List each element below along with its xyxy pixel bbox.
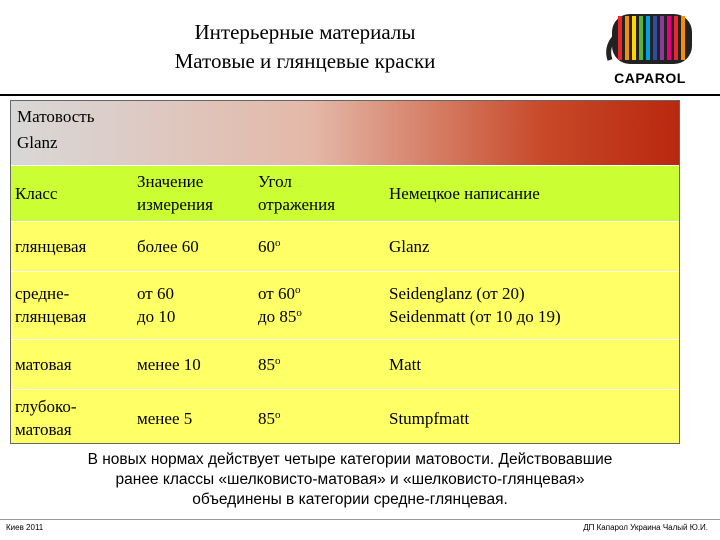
cell-angle-value: от 60 [258, 284, 295, 303]
header-value-line2: измерения [137, 195, 213, 214]
note-line-2: ранее классы «шелковисто-матовая» и «шелковисто-глянцевая» [115, 471, 585, 488]
degree-mark: o [275, 409, 281, 421]
band-label-ru: Матовость [17, 107, 95, 126]
table-row [11, 339, 679, 389]
degree-mark: o [296, 307, 302, 319]
cell-german: Matt [389, 355, 422, 374]
cell-german [389, 282, 561, 328]
title-divider [0, 94, 720, 96]
header-class: Класс [15, 184, 58, 203]
title-line-2: Матовые и глянцевые краски [174, 49, 436, 73]
cell-value-line2: до 10 [137, 307, 176, 326]
degree-mark: o [275, 237, 281, 249]
gloss-table [10, 100, 680, 444]
cell-german-line2: Seidenmatt (от 10 до 19) [389, 307, 561, 326]
cell-class-line1: глубоко- [15, 397, 77, 416]
cell-german: Glanz [389, 237, 430, 256]
note-line-3: объединены в категории средне-глянцевая. [192, 491, 508, 508]
cell-class: глянцевая [15, 237, 87, 256]
logo-wordmark: CAPAROL [614, 70, 686, 86]
table-band [11, 101, 679, 165]
title-line-1: Интерьерные материалы [194, 20, 416, 44]
cell-angle-value: 60 [258, 237, 275, 256]
header-german: Немецкое написание [389, 184, 540, 203]
footnote-text [30, 450, 670, 510]
cell-value [137, 282, 175, 328]
degree-mark: o [294, 284, 301, 296]
note-line-1: В новых нормах действует четыре категории матовости. Действовавшие [87, 451, 613, 468]
header-angle-line1: Угол [258, 172, 292, 191]
header-value-line1: Значение [137, 172, 204, 191]
footer-author: ДП Капарол Украина Чалый Ю.И. [583, 523, 708, 532]
footer-location-date: Киев 2011 [6, 523, 44, 532]
header-value [137, 170, 213, 216]
cell-class [15, 395, 77, 441]
cell-angle-value: 85 [258, 355, 275, 374]
cell-angle-line1 [258, 282, 302, 305]
header-angle [258, 170, 335, 216]
band-label-de: Glanz [17, 133, 58, 152]
cell-value: менее 10 [137, 355, 201, 374]
table-row [11, 389, 679, 444]
cell-class [15, 282, 86, 328]
slide-title [100, 18, 510, 76]
cell-angle [258, 282, 302, 328]
cell-value: более 60 [137, 237, 199, 256]
cell-value-line1: от 60 [137, 284, 174, 303]
cell-angle-line2 [258, 305, 302, 328]
table-header-row [11, 165, 679, 221]
footer-divider [0, 519, 720, 520]
cell-angle-value: до 85 [258, 307, 297, 326]
cell-german: Stumpfmatt [389, 409, 470, 428]
elephant-logo-icon [600, 8, 700, 68]
cell-german-line1: Seidenglanz (от 20) [389, 284, 525, 303]
cell-class-line2: матовая [15, 420, 72, 439]
cell-value: менее 5 [137, 409, 193, 428]
cell-class-line2: глянцевая [15, 307, 87, 326]
cell-class-line1: средне- [15, 284, 70, 303]
cell-class: матовая [15, 355, 72, 374]
header-angle-line2: отражения [258, 195, 336, 214]
cell-angle [258, 235, 281, 258]
table-row [11, 221, 679, 271]
table-row [11, 271, 679, 339]
caparol-logo [600, 8, 700, 94]
cell-angle [258, 407, 281, 430]
degree-mark: o [275, 355, 281, 367]
cell-angle [258, 353, 281, 376]
cell-angle-value: 85 [258, 409, 275, 428]
